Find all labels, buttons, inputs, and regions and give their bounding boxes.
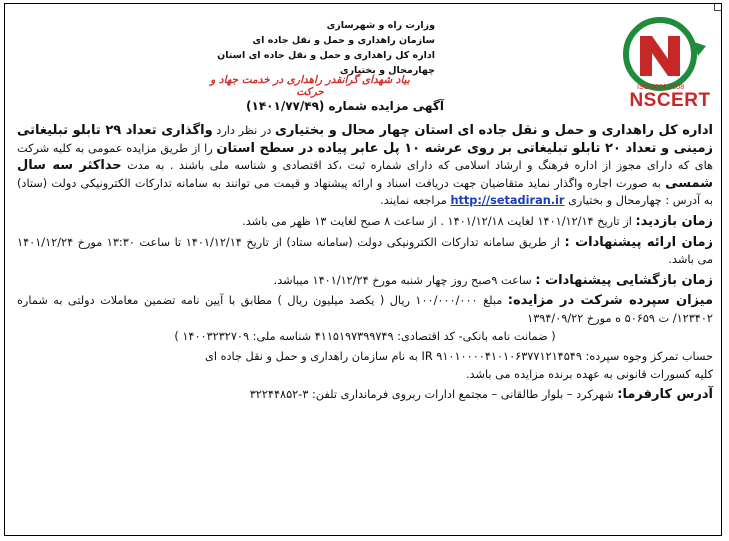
announcement-frame bbox=[4, 3, 722, 536]
address-text: شهرکرد – بلوار طالقانی – مجتمع ادارات ربروی فرمانداری تلفن: ۳-۳۲۲۴۴۸۵۲ bbox=[249, 388, 614, 402]
intro-text-a: در نظر دارد bbox=[216, 124, 272, 137]
deposit-label: میزان سپرده شرکت در مزایده: bbox=[507, 293, 714, 309]
announcement-body bbox=[17, 122, 713, 404]
opening-text: ساعت ۹صبح روز چهار شنبه مورخ ۱۴۰۱/۱۲/۲۴ میباشد. bbox=[273, 273, 532, 287]
ministry-header bbox=[195, 18, 435, 78]
intro-text-d: به صورت اجاره واگذار نماید متقاضیان جهت دریافت اسناد و ارائه پیشنهاد و قیمت می توانند به سامانه تدارکات الکترونیکی دولت (ستاد) به آدرس : چهارمحال و بختیاری bbox=[17, 176, 713, 208]
intro-duration: حداکثر سه سال شمسی bbox=[17, 158, 713, 191]
fees-line: کلیه کسورات قانونی به عهده برنده مزایده می باشد. bbox=[465, 367, 713, 381]
intro-text-c: مجوز از اداره فرهنگ و ارشاد اسلامی که دارای شماره ثبت ،کد اقتصادی و شناسه ملی باشند . به مدت bbox=[127, 159, 642, 173]
opening-line bbox=[17, 272, 713, 290]
intro-org: اداره کل راهداری و حمل و نقل جاده ای استان چهار محال و بختیاری bbox=[275, 123, 713, 138]
intro-text-b: را از طریق مزایده عمومی به کلیه شرکت های که دارای bbox=[17, 141, 713, 173]
corner-mark bbox=[714, 4, 721, 11]
intro-paragraph bbox=[17, 122, 713, 210]
visit-text: از تاریخ ۱۴۰۱/۱۲/۱۴ لغایت ۱۴۰۱/۱۲/۱۸ . از ساعت ۸ صبح لغایت ۱۳ ظهر می باشد. bbox=[242, 214, 632, 228]
intro-subject: واگذاری تعداد ۲۹ تابلو تبلیغاتی زمینی و تعداد ۲۰ تابلو تبلیغاتی بر روی عرشه ۱۰ پل عابر پیاده در سطح استان bbox=[17, 123, 714, 156]
deposit-line bbox=[17, 292, 713, 327]
logo-text: NSCERT bbox=[629, 90, 711, 111]
header-line-3: اداره کل راهداری و حمل و نقل جاده ای استان چهارمحال و بختیاری bbox=[217, 50, 435, 76]
header-line-1: وزارت راه و شهرسازی bbox=[326, 20, 435, 31]
ad-title: آگهی مزایده شماره (۱۴۰۱/۷۷/۴۹) bbox=[246, 99, 444, 113]
iso-label: ISO 9001:2008 bbox=[637, 84, 685, 91]
setad-link[interactable]: http://setadiran.ir bbox=[450, 194, 565, 208]
deposit-text: مبلغ ۱۰۰/۰۰۰/۰۰۰ ریال ( یکصد میلیون ریال ) مطابق با آیین نامه تضمین معاملات دولتی به شماره ۱۲۳۴۰۲/ ت ۵۰۶۵۹ ه مورخ ۱۳۹۴/۰۹/۲۲ bbox=[17, 294, 713, 325]
slogan: بیاد شهدای گرانقدر راهداری در خدمت جهاد و حرکت bbox=[210, 74, 410, 98]
intro-text-e: مراجعه نمایند. bbox=[380, 194, 447, 208]
address-label: آدرس کارفرما: bbox=[617, 387, 713, 403]
submission-text: از طریق سامانه تدارکات الکترونیکی دولت (سامانه ستاد) از تاریخ ۱۴۰۱/۱۲/۱۴ تا ساعت ۱۳:۳۰ مورخ ۱۴۰۱/۱۲/۲۴ می باشد. bbox=[17, 235, 713, 267]
account-line: حساب تمرکز وجوه سپرده: IR ۹۱۰۱۰۰۰۰۴۱۰۱۰۶۳۷۷۱۲۱۴۵۴۹ به نام سازمان راهداری و حمل و نقل جاده ای bbox=[205, 350, 713, 364]
submission-label: زمان ارائه پیشنهادات : bbox=[564, 234, 713, 250]
visit-label: زمان بازدید: bbox=[635, 213, 713, 229]
header-line-2: سازمان راهداری و حمل و نقل جاده ای bbox=[252, 35, 435, 46]
opening-label: زمان بازگشایی پیشنهادات : bbox=[535, 272, 713, 288]
deposit-note: ( ضمانت نامه بانکی- کد اقتصادی: ۴۱۱۵۱۹۷۳۹۹۷۴۹ شناسه ملی: ۱۴۰۰۳۲۳۲۷۰۹ ) bbox=[174, 329, 556, 343]
submission-line bbox=[17, 234, 713, 269]
address-line bbox=[17, 386, 713, 404]
visit-line bbox=[17, 213, 713, 231]
